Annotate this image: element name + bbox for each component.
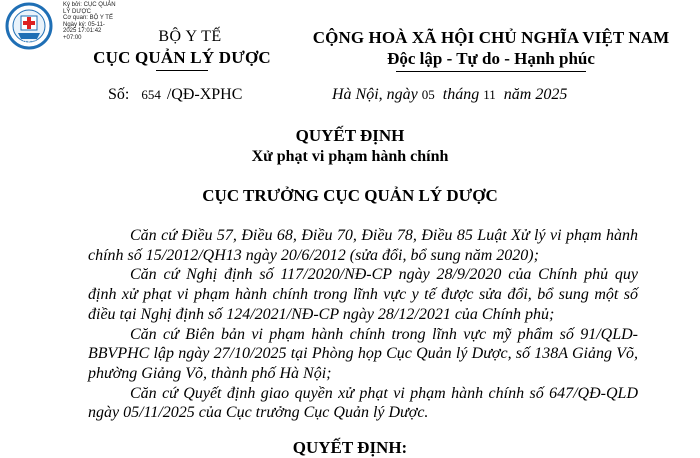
motto-underline	[396, 71, 586, 72]
signature-line: Ký bởi: CỤC QUẢN	[63, 2, 116, 8]
decision-subtitle: Xử phạt vi phạm hành chính	[251, 148, 449, 165]
signature-line: LÝ DƯỢC	[63, 8, 91, 15]
doc-number-value: 654	[141, 87, 161, 102]
national-header	[290, 28, 692, 72]
date-day: 05	[421, 87, 435, 102]
decision-title: QUYẾT ĐỊNH	[295, 126, 405, 145]
legal-basis-paragraph: Căn cứ Điều 57, Điều 68, Điều 70, Điều 78, Điều 85 Luật Xử lý vi phạm hành chính số 15/2012/QH13 ngày 20/6/2012 (sửa đổi, bổ sung năm 2020);	[88, 227, 638, 264]
issuing-agency-header	[82, 28, 282, 71]
country-name: CỘNG HOÀ XÃ HỘI CHỦ NGHĨA VIỆT NAM	[312, 28, 670, 47]
signature-line: Cơ quan: BỘ Y TẾ	[63, 15, 113, 22]
authority-title: CỤC TRƯỞNG CỤC QUẢN LÝ DƯỢC	[202, 186, 498, 205]
signature-line: 2025 17:01:42	[63, 28, 102, 35]
agency-logo-seal	[4, 2, 54, 50]
legal-basis-paragraph: Căn cứ Quyết định giao quyền xử phạt vi phạm hành chính số 647/QĐ-QLD ngày 05/11/2025 của Cục trưởng Cục Quản lý Dược.	[88, 384, 638, 422]
date-month: 11	[483, 87, 496, 102]
agency-name: CỤC QUẢN LÝ DƯỢC	[93, 48, 271, 67]
legal-basis-paragraph: Căn cứ Biên bản vi phạm hành chính trong lĩnh vực mỹ phẩm số 91/QLD-BBVPHC lập ngày 27/10/2025 tại Phòng họp Cục Quản lý Dược, số 138A Giảng Võ, phường Giảng Võ, thành phố Hà Nội;	[88, 325, 638, 382]
svg-text:D.A.V: D.A.V	[22, 40, 36, 46]
signature-line: +07:00	[63, 34, 82, 41]
agency-underline	[156, 70, 208, 71]
date-place: Hà Nội, ngày	[332, 86, 418, 103]
legal-basis-section	[88, 226, 638, 423]
date-year: năm 2025	[503, 86, 568, 103]
doc-number-label: Số:	[108, 86, 130, 103]
signature-line: Ngày ký: 05-11-	[63, 21, 105, 28]
doc-number-suffix: /QĐ-XPHC	[166, 86, 243, 103]
ministry-name: BỘ Y TẾ	[158, 28, 222, 45]
decision-heading-cutoff: QUYẾT ĐỊNH:	[292, 438, 408, 457]
national-motto: Độc lập - Tự do - Hạnh phúc	[387, 49, 595, 68]
date-month-label: tháng	[442, 86, 480, 103]
document-number	[108, 86, 242, 104]
document-date	[332, 86, 567, 104]
legal-basis-paragraph: Căn cứ Nghị định số 117/2020/NĐ-CP ngày 28/9/2020 của Chính phủ quy định xử phạt vi phạm hành chính trong lĩnh vực y tế được sửa đổi, bổ sung một số điều tại Nghị định số 124/2021/NĐ-CP ngày 28/12/2021 của Chính phủ;	[88, 266, 638, 323]
